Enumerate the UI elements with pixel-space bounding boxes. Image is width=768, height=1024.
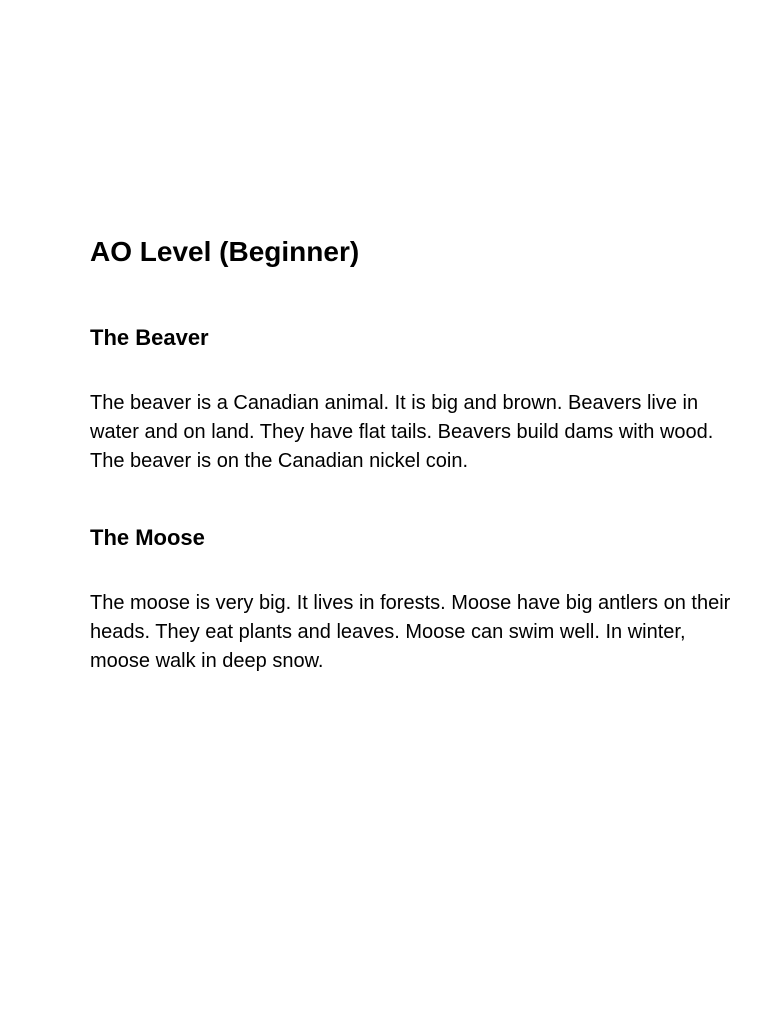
section-paragraph-moose: The moose is very big. It lives in forests. Moose have big antlers on their heads. They eat plants and leaves. Moose can swim well. In winter, moose walk in deep snow. <box>90 592 731 672</box>
section-paragraph-beaver: The beaver is a Canadian animal. It is big and brown. Beavers live in water and on land. They have flat tails. Beavers build dams with wood. The beaver is on the Canadian nickel coin. <box>90 392 714 472</box>
section-heading-moose: The Moose <box>90 525 205 550</box>
page-title: AO Level (Beginner) <box>90 236 360 267</box>
document-content <box>90 234 738 676</box>
section-heading-beaver: The Beaver <box>90 325 209 350</box>
